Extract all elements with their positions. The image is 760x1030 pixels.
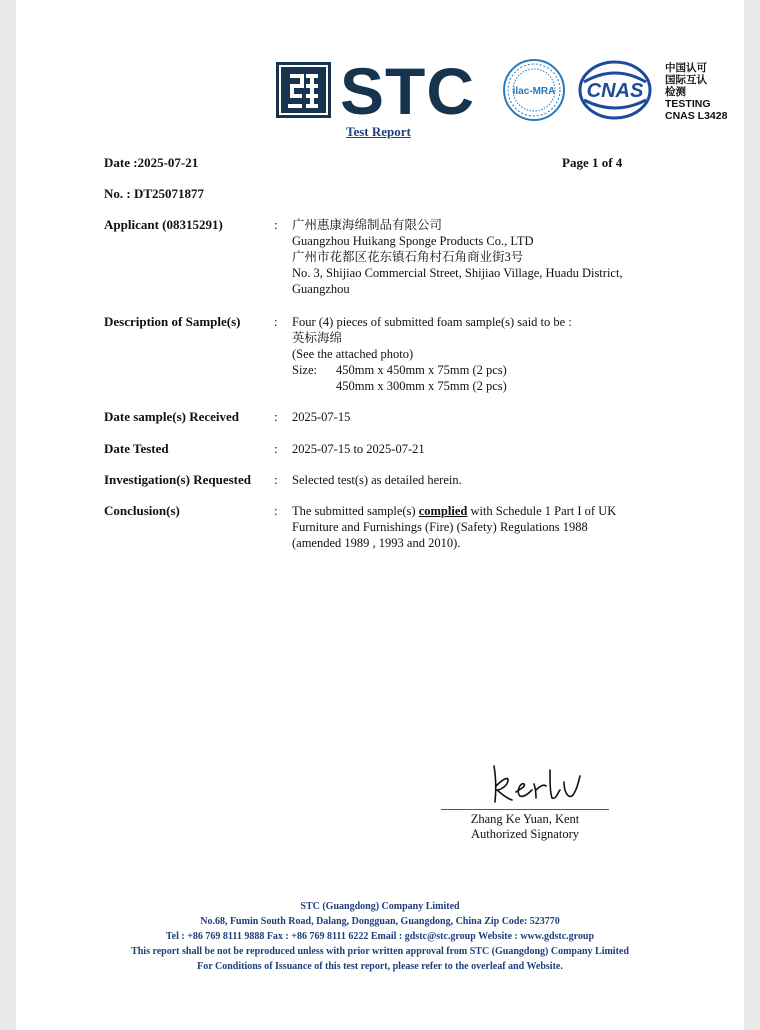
size-label: Size:	[292, 363, 317, 377]
cnas-line: 国际互认	[665, 74, 707, 86]
colon: :	[274, 409, 278, 424]
footer-conditions: For Conditions of Issuance of this test report, please refer to the overleaf and Website.	[197, 961, 563, 972]
cnas-line: 检测	[665, 86, 686, 98]
signature-line	[441, 809, 609, 810]
description-label: Description of Sample(s)	[104, 314, 241, 329]
footer-contact: Tel : +86 769 8111 9888 Fax : +86 769 8111 6222 Email : gdstc@stc.group Website : www.gdstc.group	[165, 931, 595, 942]
conclusion-value	[292, 503, 692, 551]
tested-label: Date Tested	[104, 441, 169, 456]
conclusion-pre: The submitted sample(s)	[292, 504, 419, 518]
conclusion-emphasis: complied	[418, 504, 468, 518]
investigation-value: Selected test(s) as detailed herein.	[292, 473, 462, 487]
received-value: 2025-07-15	[292, 410, 351, 424]
cnas-logo-icon	[578, 60, 652, 120]
investigation-label: Investigation(s) Requested	[104, 472, 251, 487]
report-page	[16, 0, 744, 1030]
cnas-line: 中国认可	[665, 62, 707, 74]
page-number: Page 1 of 4	[562, 155, 623, 170]
applicant-label: Applicant (08315291)	[104, 217, 223, 232]
report-number: No. : DT25071877	[104, 186, 205, 201]
signatory-name: Zhang Ke Yuan, Kent	[470, 812, 580, 826]
handwritten-signature-icon	[486, 762, 606, 808]
tested-value: 2025-07-15 to 2025-07-21	[292, 442, 425, 456]
footer-company: STC (Guangdong) Company Limited	[300, 901, 460, 912]
description-line: (See the attached photo)	[292, 347, 414, 361]
received-label: Date sample(s) Received	[104, 409, 240, 424]
applicant-line: 广州市花都区花东镇石角村石角商业街3号	[292, 250, 524, 264]
cnas-line: CNAS L3428	[665, 110, 728, 122]
signatory-title: Authorized Signatory	[471, 827, 579, 841]
footer-notice: This report shall be not be reproduced unless with prior written approval from STC (Guangdong) Company Limited	[131, 946, 629, 957]
ste-logo-icon	[276, 62, 331, 118]
footer-address: No.68, Fumin South Road, Dalang, Dongguan, Guangdong, China Zip Code: 523770	[200, 916, 560, 927]
conclusion-line	[292, 503, 692, 519]
signatory-block	[441, 812, 609, 842]
report-title: Test Report	[346, 124, 411, 139]
ilac-mra-icon	[502, 58, 566, 122]
conclusion-label: Conclusion(s)	[104, 503, 180, 518]
size-line	[292, 362, 692, 378]
conclusion-line: (amended 1989 , 1993 and 2010).	[292, 536, 461, 550]
applicant-line: No. 3, Shijiao Commercial Street, Shijiao Village, Huadu District,	[292, 266, 623, 280]
description-line: 英标海绵	[292, 331, 343, 345]
colon: :	[274, 314, 278, 329]
conclusion-post: with Schedule 1 Part I of UK	[467, 504, 617, 518]
cnas-logo-text: CNAS	[586, 80, 644, 102]
colon: :	[274, 503, 278, 518]
report-date: Date :2025-07-21	[104, 155, 199, 170]
ilac-logo-text: ilac-MRA	[512, 86, 556, 97]
applicant-value	[292, 217, 692, 297]
applicant-line: Guangzhou	[292, 282, 350, 296]
size-value: 450mm x 300mm x 75mm (2 pcs)	[336, 379, 507, 393]
colon: :	[274, 217, 278, 232]
cnas-line: TESTING	[665, 98, 711, 110]
colon: :	[274, 441, 278, 456]
footer	[16, 899, 744, 974]
applicant-line: Guangzhou Huikang Sponge Products Co., LTD	[292, 234, 534, 248]
description-value	[292, 314, 692, 394]
colon: :	[274, 472, 278, 487]
size-value: 450mm x 450mm x 75mm (2 pcs)	[336, 363, 507, 377]
stc-logo: STC	[340, 54, 475, 128]
applicant-line: 广州惠康海绵制品有限公司	[292, 218, 443, 232]
conclusion-line: Furniture and Furnishings (Fire) (Safety) Regulations 1988	[292, 520, 588, 534]
cnas-accreditation-text	[665, 62, 727, 122]
description-line: Four (4) pieces of submitted foam sample(s) said to be :	[292, 315, 572, 329]
